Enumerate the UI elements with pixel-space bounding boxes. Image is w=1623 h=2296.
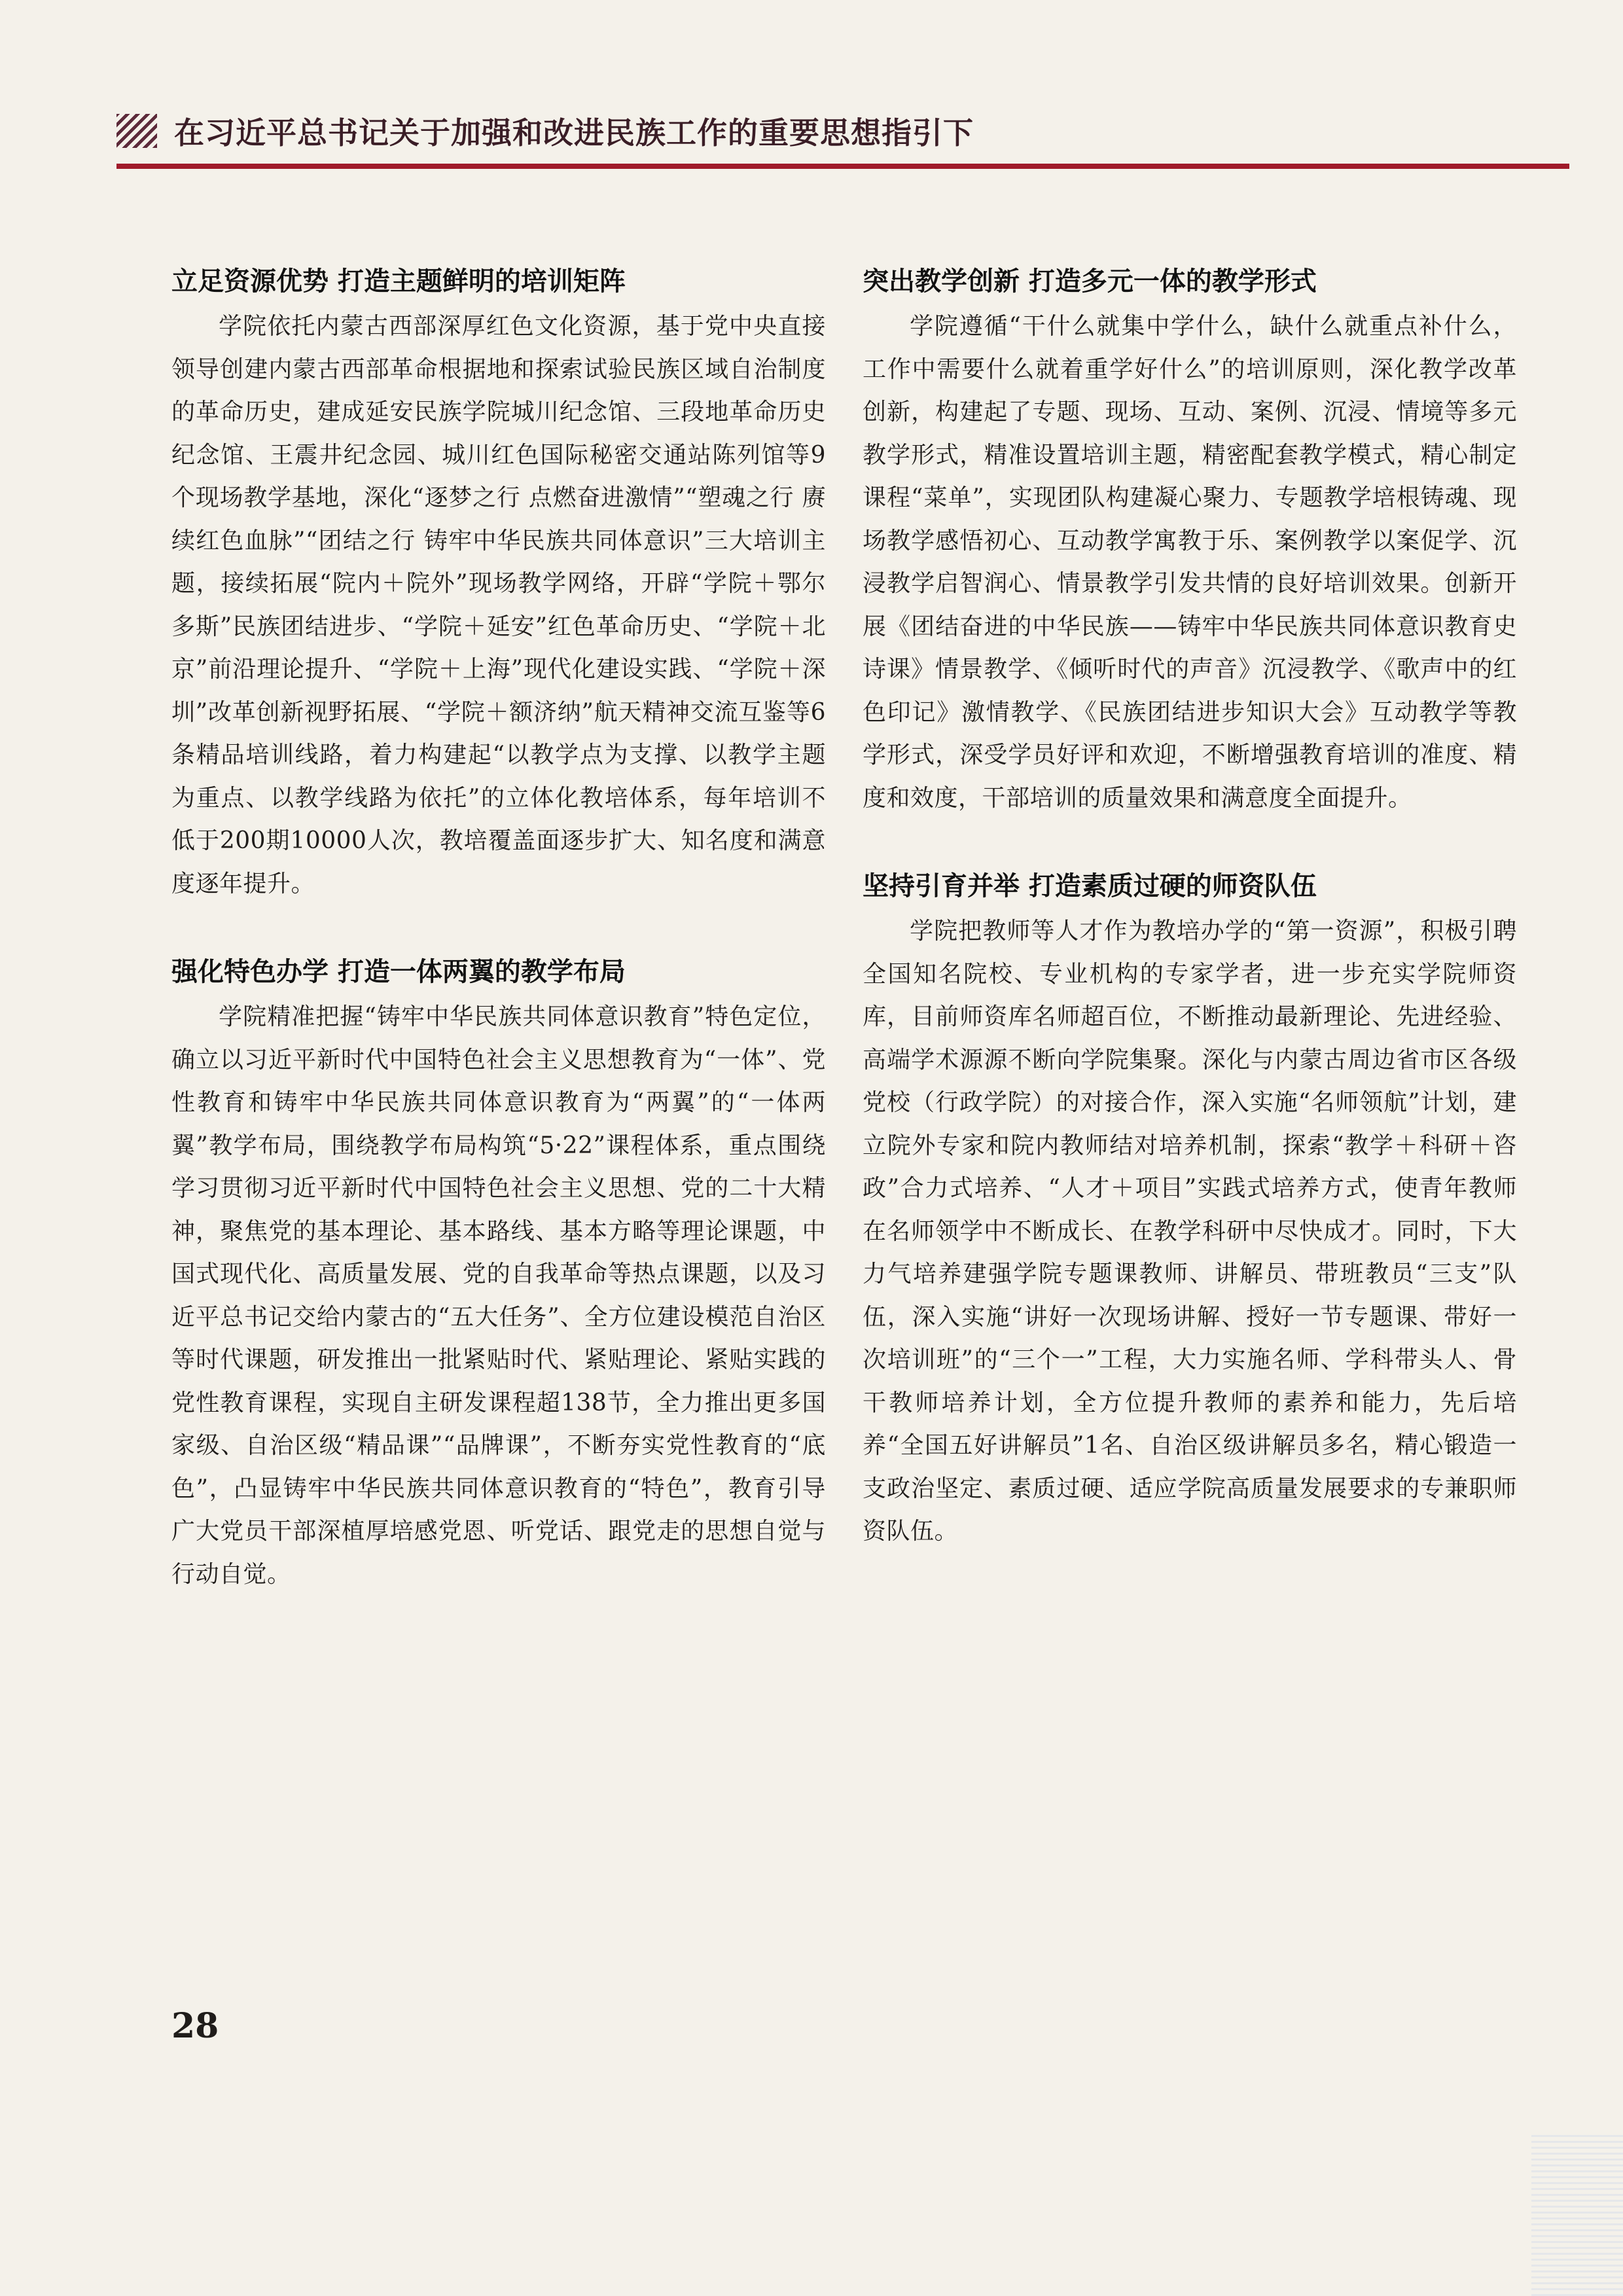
article-section [171, 952, 826, 1596]
scan-edge-stripes [1531, 2134, 1623, 2296]
section-heading: 立足资源优势 打造主题鲜明的培训矩阵 [171, 266, 626, 296]
article-section [171, 262, 826, 905]
section-heading: 强化特色办学 打造一体两翼的教学布局 [171, 957, 626, 987]
section-paragraph: 学院依托内蒙古西部深厚红色文化资源，基于党中央直接领导创建内蒙古西部革命根据地和探索试验民族区域自治制度的革命历史，建成延安民族学院城川纪念馆、三段地革命历史纪念馆、王震井纪念园、城川红色国际秘密交通站陈列馆等9个现场教学基地，深化“逐梦之行 点燃奋进激情”“塑魂之行 赓续红色血脉”“团结之行 铸牢中华民族共同体意识”三大培训主题，接续拓展“院内＋院外”现场教学网络，开辟“学院＋鄂尔多斯”民族团结进步、“学院＋延安”红色革命历史、“学院＋北京”前沿理论提升、“学院＋上海”现代化建设实践、“学院＋深圳”改革创新视野拓展、“学院＋额济纳”航天精神交流互鉴等6条精品培训线路，着力构建起“以教学点为支撑、以教学主题为重点、以教学线路为依托”的立体化教培体系，每年培训不低于200期10000人次，教培覆盖面逐步扩大、知名度和满意度逐年提升。 [171, 313, 826, 897]
article-section [863, 262, 1517, 819]
section-paragraph: 学院把教师等人才作为教培办学的“第一资源”，积极引聘全国知名院校、专业机构的专家学者，进一步充实学院师资库，目前师资库名师超百位，不断推动最新理论、先进经验、高端学术源源不断向学院集聚。深化与内蒙古周边省市区各级党校（行政学院）的对接合作，深入实施“名师领航”计划，建立院外专家和院内教师结对培养机制，探索“教学＋科研＋咨政”合力式培养、“人才＋项目”实践式培养方式，使青年教师在名师领学中不断成长、在教学科研中尽快成才。同时，下大力气培养建强学院专题课教师、讲解员、带班教员“三支”队伍，深入实施“讲好一次现场讲解、授好一节专题课、带好一次培训班”的“三个一”工程，大力实施名师、学科带头人、骨干教师培养计划，全方位提升教师的素养和能力，先后培养“全国五好讲解员”1名、自治区级讲解员多名，精心锻造一支政治坚定、素质过硬、适应学院高质量发展要求的专兼职师资队伍。 [863, 918, 1517, 1545]
section-heading: 突出教学创新 打造多元一体的教学形式 [863, 266, 1317, 296]
section-heading: 坚持引育并举 打造素质过硬的师资队伍 [863, 871, 1317, 901]
page-number: 28 [171, 2006, 219, 2046]
running-header [116, 98, 1569, 169]
left-column [171, 262, 826, 1643]
section-paragraph: 学院精准把握“铸牢中华民族共同体意识教育”特色定位，确立以习近平新时代中国特色社会主义思想教育为“一体”、党性教育和铸牢中华民族共同体意识教育为“两翼”的“一体两翼”教学布局，围绕教学布局构筑“5·22”课程体系，重点围绕学习贯彻习近平新时代中国特色社会主义思想、党的二十大精神，聚焦党的基本理论、基本路线、基本方略等理论课题，中国式现代化、高质量发展、党的自我革命等热点课题，以及习近平总书记交给内蒙古的“五大任务”、全方位建设模范自治区等时代课题，研发推出一批紧贴时代、紧贴理论、紧贴实践的党性教育课程，实现自主研发课程超138节，全力推出更多国家级、自治区级“精品课”“品牌课”，不断夯实党性教育的“底色”，凸显铸牢中华民族共同体意识教育的“特色”，教育引导广大党员干部深植厚培感党恩、听党话、跟党走的思想自觉与行动自觉。 [171, 1003, 826, 1588]
article-section [863, 867, 1517, 1553]
hatch-ornament-icon [116, 114, 157, 148]
running-header-title: 在习近平总书记关于加强和改进民族工作的重要思想指引下 [174, 115, 974, 151]
section-paragraph: 学院遵循“干什么就集中学什么，缺什么就重点补什么，工作中需要什么就着重学好什么”的培训原则，深化教学改革创新，构建起了专题、现场、互动、案例、沉浸、情境等多元教学形式，精准设置培训主题，精密配套教学模式，精心制定课程“菜单”，实现团队构建凝心聚力、专题教学培根铸魂、现场教学感悟初心、互动教学寓教于乐、案例教学以案促学、沉浸教学启智润心、情景教学引发共情的良好培训效果。创新开展《团结奋进的中华民族——铸牢中华民族共同体意识教育史诗课》情景教学、《倾听时代的声音》沉浸教学、《歌声中的红色印记》激情教学、《民族团结进步知识大会》互动教学等教学形式，深受学员好评和欢迎，不断增强教育培训的准度、精度和效度，干部培训的质量效果和满意度全面提升。 [863, 313, 1517, 812]
right-column [863, 262, 1517, 1600]
